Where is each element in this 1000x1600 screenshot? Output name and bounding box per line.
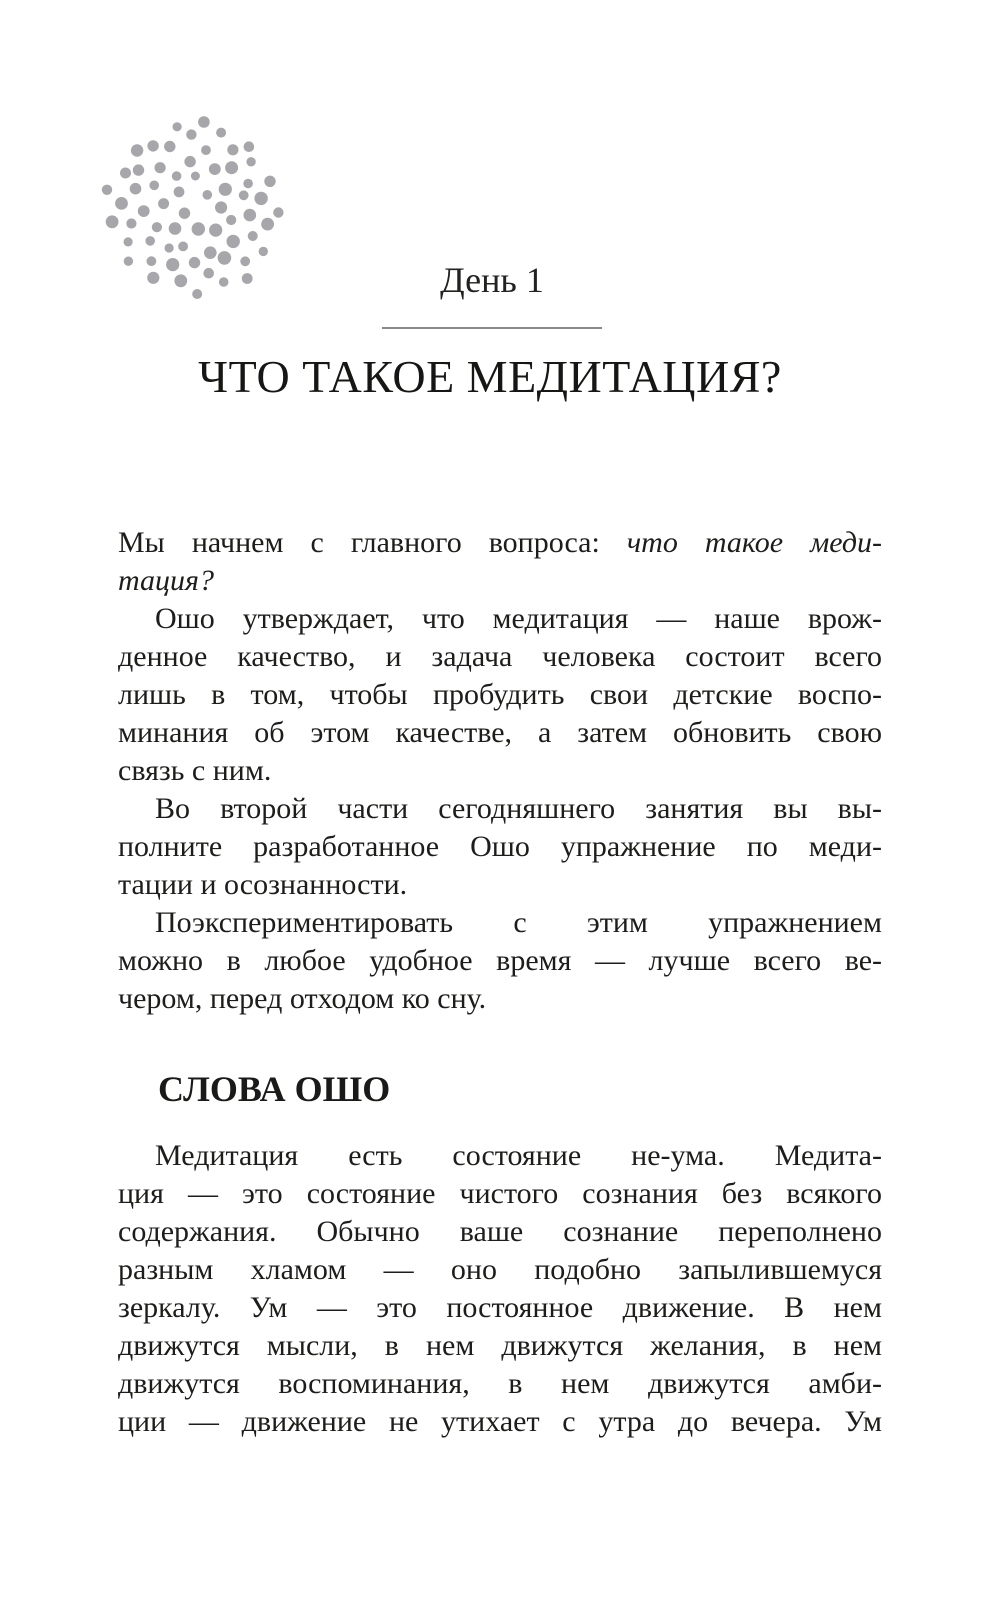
- text-segment: Во второй части сегодняшнего занятия вы вы-: [155, 792, 882, 825]
- text-segment: движутся воспоминания, в нем движутся амби-: [118, 1367, 882, 1400]
- ornament-dot: [158, 198, 169, 209]
- intro-text: [118, 524, 882, 1018]
- text-line: [118, 1289, 882, 1327]
- ornament-dot: [225, 161, 238, 174]
- ornament-dot: [209, 163, 221, 175]
- ornament-dot: [219, 183, 232, 196]
- ornament-dot: [120, 168, 131, 179]
- ornament-dot: [130, 183, 142, 195]
- text-line: [118, 980, 882, 1018]
- ornament-dot: [184, 156, 195, 167]
- ornament-dot: [243, 179, 253, 189]
- ornament-dot: [254, 192, 267, 205]
- text-line: [118, 752, 882, 790]
- ornament-dot: [227, 235, 240, 248]
- ornament-dot: [248, 231, 258, 241]
- text-segment: что такое меди-: [626, 526, 882, 559]
- text-line: [118, 600, 882, 638]
- ornament-dot: [133, 164, 144, 175]
- text-segment: лишь в том, чтобы пробудить свои детские воспо-: [118, 678, 882, 711]
- text-line: [118, 676, 882, 714]
- text-line: [118, 942, 882, 980]
- ornament-dot: [145, 236, 155, 246]
- ornament-dot: [179, 208, 190, 219]
- text-segment: Поэкспериментировать с этим упражнением: [155, 906, 882, 939]
- divider-rule: [382, 327, 602, 329]
- text-line: [118, 1365, 882, 1403]
- text-segment: Мы начнем с главного вопроса:: [118, 526, 627, 559]
- ornament-dot: [216, 128, 226, 138]
- ornament-dot: [115, 197, 128, 210]
- ornament-dot: [164, 141, 175, 152]
- text-segment: Медитация есть состояние не-ума. Медита-: [155, 1139, 882, 1172]
- text-line: [118, 1213, 882, 1251]
- text-segment: минания об этом качестве, а затем обновить свою: [118, 716, 882, 749]
- ornament-dot: [126, 218, 136, 228]
- ornament-dot: [215, 201, 227, 213]
- text-line: [118, 790, 882, 828]
- text-line: [118, 828, 882, 866]
- ornament-dot: [273, 207, 283, 217]
- chapter-title: ЧТО ТАКОЕ МЕДИТАЦИЯ?: [198, 351, 782, 402]
- ornament-dot: [204, 246, 217, 259]
- ornament-dot: [138, 205, 150, 217]
- text-line: [118, 524, 882, 562]
- text-line: [118, 904, 882, 942]
- text-segment: связь с ним.: [118, 754, 272, 787]
- text-segment: можно в любое удобное время — лучше всего ве-: [118, 944, 882, 977]
- ornament-dot: [226, 215, 236, 225]
- ornament-dot: [155, 162, 166, 173]
- ornament-dot: [172, 171, 182, 181]
- text-line: [118, 1137, 882, 1175]
- ornament-dot: [264, 176, 275, 187]
- chapter-kicker: День 1: [440, 260, 544, 300]
- ornament-dot: [246, 157, 255, 166]
- text-line: [118, 1175, 882, 1213]
- ornament-dot: [165, 243, 174, 252]
- ornament-dot: [173, 122, 182, 131]
- text-segment: разным хламом — оно подобно запылившемуся: [118, 1253, 882, 1286]
- osho-quote-text: [118, 1137, 882, 1441]
- text-segment: денное качество, и задача человека состоит всего: [118, 640, 882, 673]
- text-line: [118, 562, 882, 600]
- text-line: [118, 1251, 882, 1289]
- ornament-dot: [239, 190, 249, 200]
- ornament-dot: [261, 218, 274, 231]
- ornament-dot: [149, 181, 159, 191]
- text-segment: Ошо утверждает, что медитация — наше врож-: [155, 602, 882, 635]
- text-segment: тации и осознанности.: [118, 868, 408, 901]
- text-line: [118, 1403, 882, 1441]
- text-line: [118, 714, 882, 752]
- text-segment: зеркалу. Ум — это постоянное движение. В нем: [118, 1291, 882, 1324]
- text-segment: движутся мысли, в нем движутся желания, в нем: [118, 1329, 882, 1362]
- section-heading: СЛОВА ОШО: [158, 1069, 391, 1109]
- text-line: [118, 866, 882, 904]
- text-segment: содержания. Обычно ваше сознание переполнено: [118, 1215, 882, 1248]
- ornament-dot: [174, 187, 185, 198]
- ornament-dot: [203, 190, 213, 200]
- text-segment: чером, перед отходом ко сну.: [118, 982, 487, 1015]
- ornament-dot: [201, 145, 211, 155]
- ornament-dot: [244, 209, 257, 222]
- ornament-dot: [169, 222, 182, 235]
- ornament-dot: [259, 247, 268, 256]
- ornament-dot: [178, 242, 188, 252]
- text-segment: тация?: [118, 564, 214, 597]
- text-line: [118, 1327, 882, 1365]
- ornament-dot: [198, 116, 210, 128]
- ornament-dot: [102, 185, 112, 195]
- ornament-dot: [152, 222, 162, 232]
- ornament-dot: [244, 141, 255, 152]
- ornament-dot: [147, 140, 158, 151]
- ornament-dot: [106, 215, 119, 228]
- text-segment: ция — это состояние чистого сознания без всякого: [118, 1177, 882, 1210]
- ornament-dot: [131, 144, 143, 156]
- ornament-dot: [227, 144, 238, 155]
- ornament-dot: [124, 237, 133, 246]
- text-segment: ции — движение не утихает с утра до вечера. Ум: [118, 1405, 882, 1438]
- ornament-dot: [192, 222, 205, 235]
- ornament-dot: [186, 129, 196, 139]
- text-segment: полните разработанное Ошо упражнение по меди-: [118, 830, 882, 863]
- text-line: [118, 638, 882, 676]
- ornament-dot: [191, 172, 200, 181]
- ornament-dot: [209, 224, 222, 237]
